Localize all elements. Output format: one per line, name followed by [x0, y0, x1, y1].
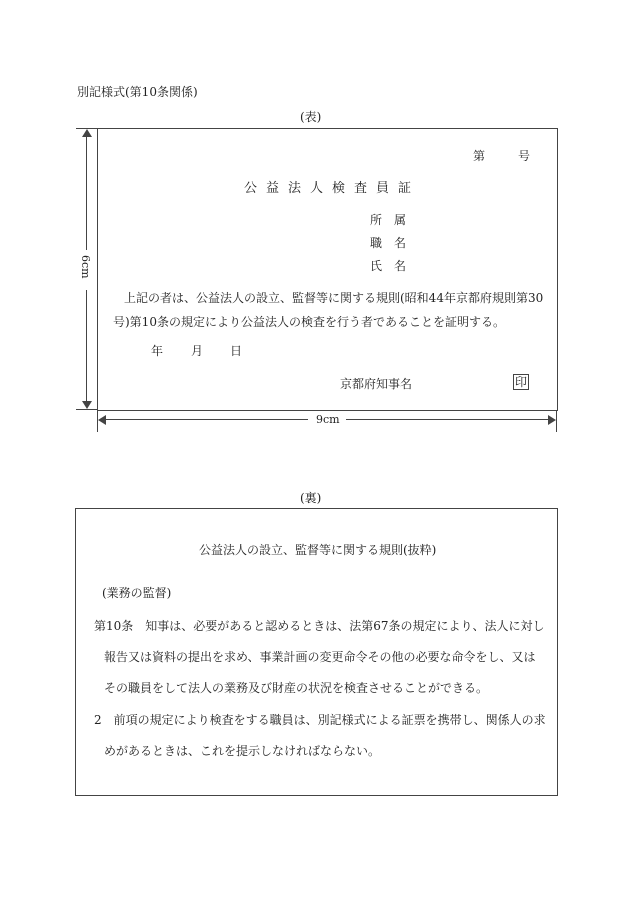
- number-go: 号: [518, 149, 531, 163]
- width-dim-arrow-right: [548, 415, 556, 425]
- field-name: 氏 名: [370, 259, 407, 273]
- date-year: 年: [151, 344, 164, 358]
- height-dim-bottom-tick: [76, 409, 97, 410]
- field-position: 職 名: [370, 236, 407, 250]
- width-dim-right-tick: [556, 410, 557, 432]
- field-affiliation: 所 属: [370, 213, 407, 227]
- paragraph2-line-2: めがあるときは、これを提示しなければならない。: [104, 744, 381, 758]
- width-dim-line-right: [346, 419, 549, 420]
- section-heading: (業務の監督): [102, 586, 172, 600]
- form-label: 別記様式(第10条関係): [77, 85, 198, 99]
- issuer-name: 京都府知事名: [340, 377, 413, 391]
- width-dim-line-left: [104, 419, 308, 420]
- back-side-label: (裏): [300, 491, 322, 505]
- front-body-line-2: 号)第10条の規定により公益法人の検査を行う者であることを証明する。: [113, 315, 505, 329]
- back-title: 公益法人の設立、監督等に関する規則(抜粋): [199, 543, 437, 557]
- front-body-line-1: 上記の者は、公益法人の設立、監督等に関する規則(昭和44年京都府規則第30: [124, 291, 544, 305]
- height-dim-line-top: [86, 134, 87, 250]
- seal-mark: 印: [515, 375, 528, 389]
- date-month: 月: [191, 344, 204, 358]
- height-dim-arrow-down: [82, 401, 92, 409]
- height-dim-label: 6cm: [79, 255, 92, 279]
- front-side-label: (表): [300, 110, 322, 124]
- height-dim-line-bottom: [86, 290, 87, 404]
- number-dai: 第: [473, 149, 486, 163]
- width-dim-label: 9cm: [316, 413, 340, 426]
- height-dim-arrow-up: [82, 129, 92, 137]
- article-line-3: その職員をして法人の業務及び財産の状況を検査させることができる。: [104, 681, 489, 695]
- article-line-1: 第10条 知事は、必要があると認めるときは、法第67条の規定により、法人に対し: [94, 619, 545, 633]
- certificate-front-box: [97, 128, 558, 411]
- width-dim-arrow-left: [98, 415, 106, 425]
- certificate-title: 公益法人検査員証: [244, 181, 421, 196]
- date-day: 日: [230, 344, 243, 358]
- paragraph2-line-1: 2 前項の規定により検査をする職員は、別記様式による証票を携帯し、関係人の求: [94, 713, 546, 727]
- article-line-2: 報告又は資料の提出を求め、事業計画の変更命令その他の必要な命令をし、又は: [104, 650, 536, 664]
